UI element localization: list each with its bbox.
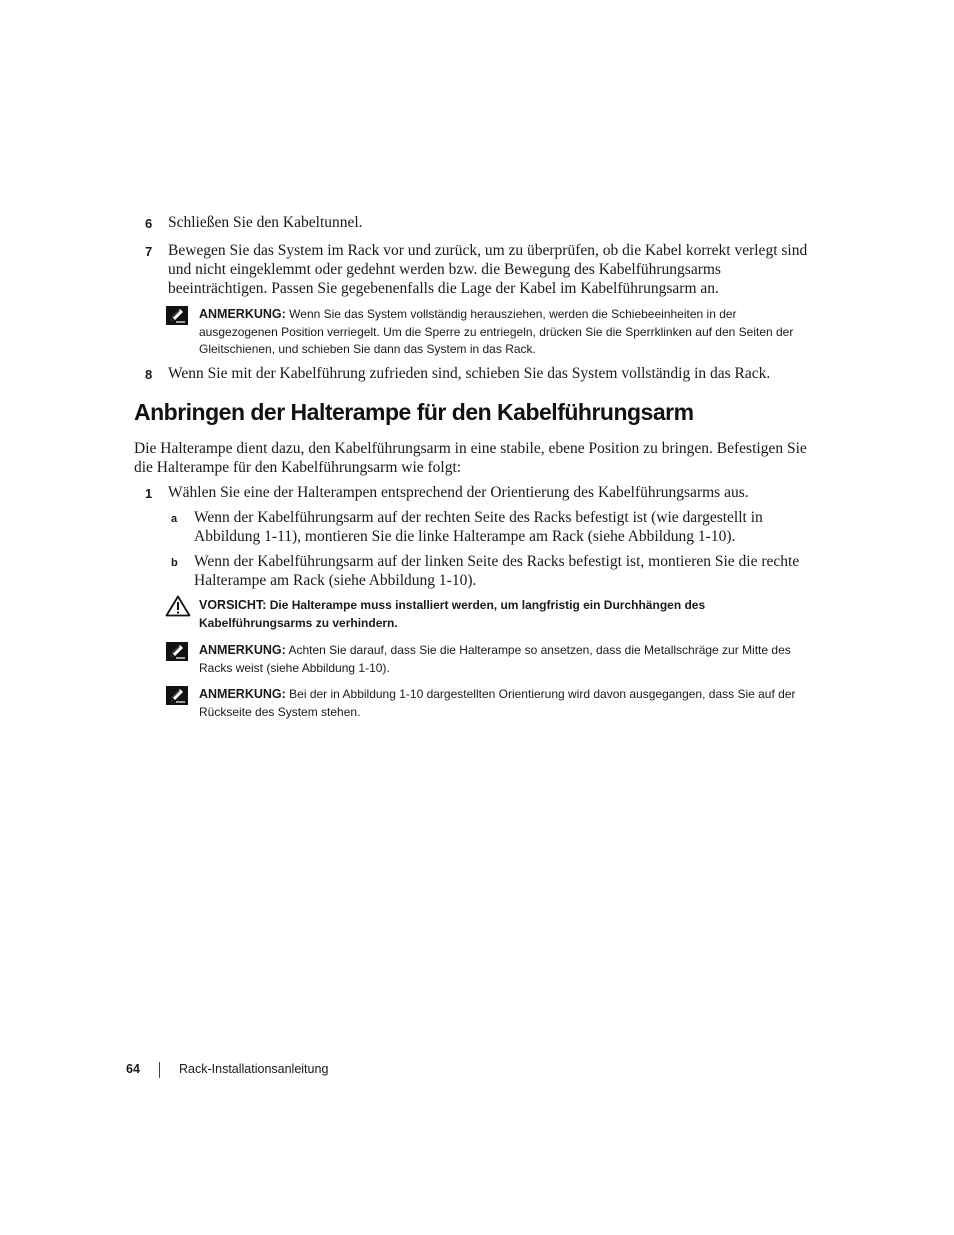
caution-label: VORSICHT: — [199, 598, 267, 612]
step-number: 8 — [145, 367, 153, 382]
note-text: Achten Sie darauf, dass Sie die Halterampe so ansetzen, dass die Metallschräge zur Mitte des Racks weist (siehe Abbildung 1-10). — [199, 643, 791, 675]
step-text: Wählen Sie eine der Halterampen entsprechend der Orientierung des Kabelführungsarms aus. — [168, 484, 749, 501]
pencil-note-icon — [166, 642, 188, 661]
footer-divider — [159, 1062, 160, 1078]
step-number: 1 — [145, 486, 153, 501]
step-text: Bewegen Sie das System im Rack vor und zurück, um zu überprüfen, ob die Kabel korrekt verlegt sind und nicht eingeklemmt oder gedehnt werden bzw. die Bewegung des Kabelführungsarms beeinträchtigen. Passen Sie gegebenenfalls die Lage der Kabel im Kabelführungsarm an. — [168, 242, 808, 297]
warning-triangle-icon — [165, 595, 191, 617]
step-number: 6 — [145, 216, 153, 231]
pencil-note-icon — [166, 306, 188, 325]
page-number: 64 — [126, 1062, 140, 1076]
substep-text: Wenn der Kabelführungsarm auf der rechten Seite des Racks befestigt ist (wie dargestellt in Abbildung 1-11), montieren Sie die linke Halterampe am Rack (siehe Abbildung 1-10). — [194, 509, 763, 545]
note-label: ANMERKUNG: — [199, 643, 286, 657]
note-label: ANMERKUNG: — [199, 307, 286, 321]
footer-title: Rack-Installationsanleitung — [179, 1062, 329, 1076]
step-number: 7 — [145, 244, 153, 259]
note-text: Bei der in Abbildung 1-10 dargestellten Orientierung wird davon ausgegangen, dass Sie auf der Rückseite des System stehen. — [199, 687, 796, 719]
caution-text: Die Halterampe muss installiert werden, um langfristig ein Durchhängen des Kabelführungsarms zu verhindern. — [199, 598, 706, 630]
section-heading: Anbringen der Halterampe für den Kabelführungsarm — [134, 399, 694, 425]
pencil-note-icon — [166, 686, 188, 705]
note-label: ANMERKUNG: — [199, 687, 286, 701]
step-text: Wenn Sie mit der Kabelführung zufrieden sind, schieben Sie das System vollständig in das Rack. — [168, 365, 771, 382]
note-text: Wenn Sie das System vollständig herausziehen, werden die Schiebeeinheiten in der ausgezogenen Position verriegelt. Um die Sperre zu entriegeln, drücken Sie die Sperrklinken auf den Seiten der Gleitschienen, und schieben Sie dann das System in das Rack. — [199, 307, 794, 356]
step-text: Schließen Sie den Kabeltunnel. — [168, 214, 363, 231]
substep-letter: b — [171, 557, 178, 569]
substep-text: Wenn der Kabelführungsarm auf der linken Seite des Racks befestigt ist, montieren Sie die rechte Halterampe am Rack (siehe Abbildung 1-10). — [194, 553, 800, 589]
substep-letter: a — [171, 513, 178, 525]
intro-paragraph: Die Halterampe dient dazu, den Kabelführungsarm in eine stabile, ebene Position zu bringen. Befestigen Sie die Halterampe für den Kabelführungsarm wie folgt: — [134, 440, 807, 476]
